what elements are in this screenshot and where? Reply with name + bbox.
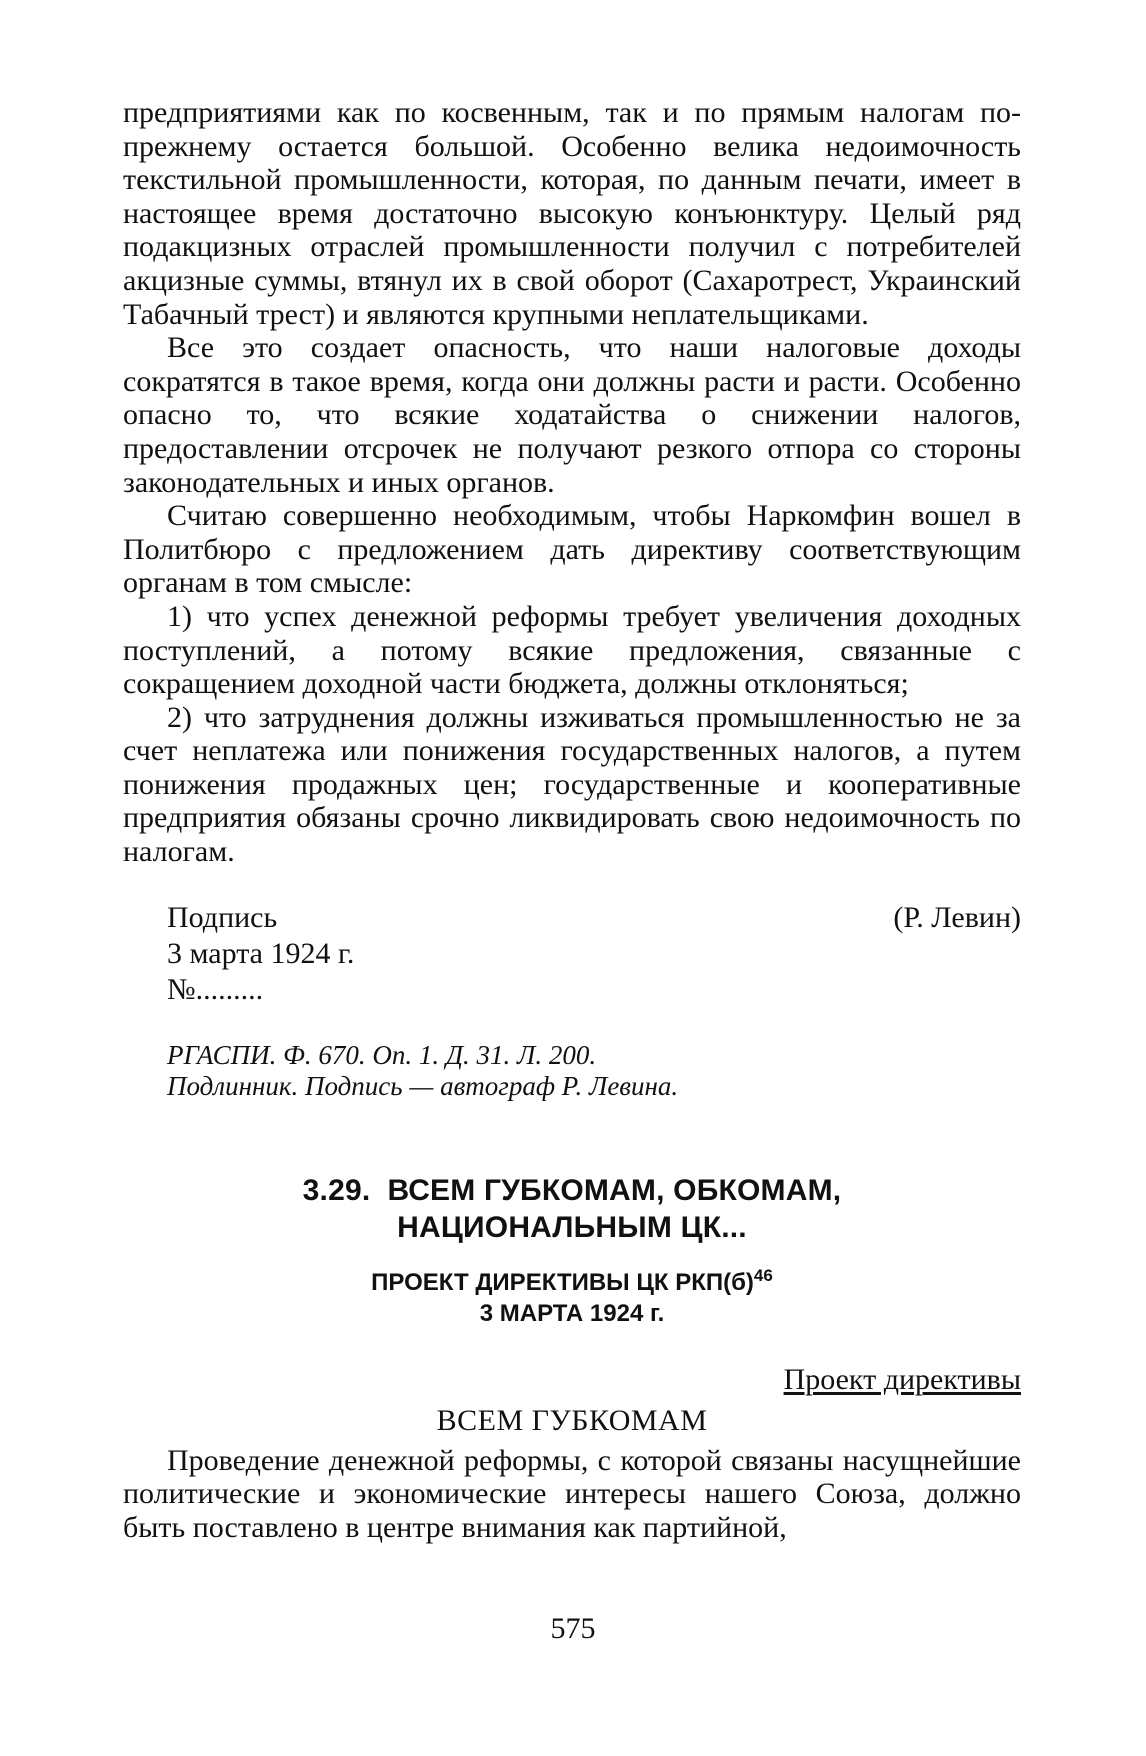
page-number: 575 (550, 1612, 596, 1645)
signature-label: Подпись (167, 900, 278, 934)
intro-paragraph: предприятиями как по косвенным, так и по прямым налогам по-прежнему остается большой. Особенно велика недоимочность текстильной промышленности, которая, по данным печати, имеет в настоящее время достаточно высокую конъюнктуру. Целый ряд подакцизных отраслей промышленности получил с потребителей акцизные суммы, втянул их в свой оборот (Сахаротрест, Украинский Табачный трест) и являются крупными неплательщиками. (123, 96, 1021, 331)
signature-number: №......... (167, 972, 264, 1006)
directive-paragraph: Проведение денежной реформы, с которой связаны насущнейшие политические и экономические интересы нашего Союза, должно быть поставлено в центре внимания как партийной, (123, 1443, 1021, 1544)
subheading-line-1: ПРОЕКТ ДИРЕКТИВЫ ЦК РКП(б) (371, 1268, 754, 1296)
signature-name: (Р. Левин) (893, 900, 1021, 934)
source-line-2: Подлинник. Подпись — автограф Р. Левина. (167, 1070, 679, 1101)
footnote-reference: 46 (753, 1265, 773, 1285)
document-heading (123, 1172, 1021, 1246)
page-content (123, 96, 1021, 1544)
source-line-1: РГАСПИ. Ф. 670. Оп. 1. Д. 31. Л. 200. (167, 1039, 597, 1070)
point-1: 1) что успех денежной реформы требует увеличения доходных поступлений, а потому всякие предложения, связанные с сокращением доходной части бюджета, должны отклоняться; (123, 599, 1021, 701)
heading-line-1: 3.29. ВСЕМ ГУБКОМАМ, ОБКОМАМ, (302, 1173, 842, 1207)
draft-label: Проект директивы (783, 1362, 1021, 1396)
proposal-paragraph: Считаю совершенно необходимым, чтобы Наркомфин вошел в Политбюро с предложением дать директиву соответствующим органам в том смысле: (123, 499, 1021, 600)
point-2: 2) что затруднения должны изживаться промышленностью не за счет неплатежа или понижения государственных налогов, а путем понижения продажных цен; государственные и кооперативные предприятия обязаны срочно ликвидировать свою недоимочность по налогам. (123, 700, 1021, 869)
danger-paragraph: Все это создает опасность, что наши налоговые доходы сократятся в такое время, когда они должны расти и расти. Особенно опасно то, что всякие ходатайства о снижении налогов, предоставлении отсрочек не получают резкого отпора со стороны законодательных и иных органов. (123, 331, 1021, 499)
document-subheading (123, 1267, 1021, 1329)
addressee: ВСЕМ ГУБКОМАМ (436, 1403, 708, 1437)
archival-source (123, 1040, 1021, 1102)
signature-date: 3 марта 1924 г. (167, 936, 355, 970)
subheading-line-2: 3 МАРТА 1924 г. (479, 1299, 665, 1327)
heading-line-2: НАЦИОНАЛЬНЫМ ЦК... (397, 1210, 747, 1244)
signature-block (123, 900, 1021, 1008)
